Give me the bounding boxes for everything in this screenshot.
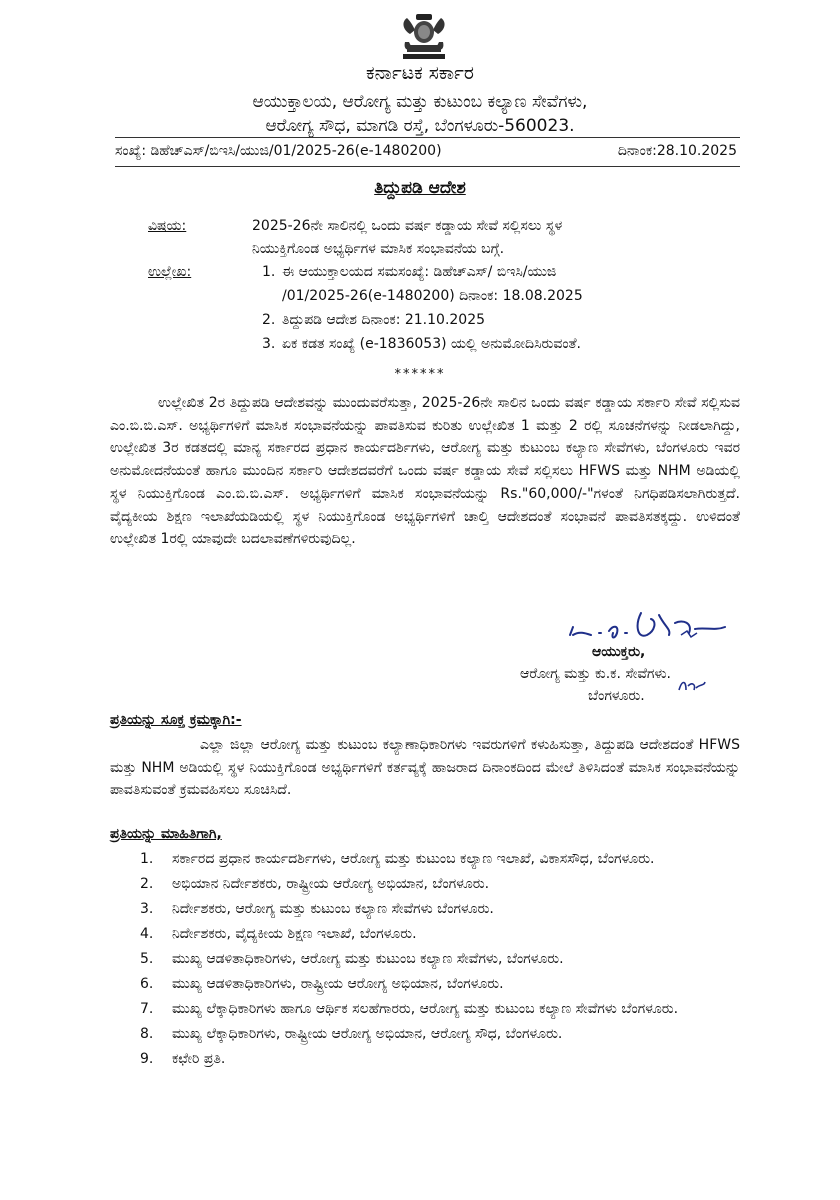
order-body-paragraph: ಉಲ್ಲೇಖಿತ 2ರ ತಿದ್ದುಪಡಿ ಆದೇಶವನ್ನು ಮುಂದುವರೆಸುತ್ತಾ, 2025-26ನೇ ಸಾಲಿನ ಒಂದು ವರ್ಷ ಕಡ್ಡಾಯ ಸರ್ಕಾರಿ ಸೇವೆ ಸಲ್ಲಿಸುವ ಎಂ.ಬಿ.ಬಿ.ಎಸ್. ಅಭ್ಯರ್ಥಿಗಳಿಗೆ ಮಾಸಿಕ ಸಂಭಾವನೆಯನ್ನು ಪಾವತಿಸುವ ಕುರಿತು ಉಲ್ಲೇಖಿತ 1 ಮತ್ತು 2 ರಲ್ಲಿ ಸೂಚನೆಗಳನ್ನು ನೀಡಲಾಗಿದ್ದು, ಉಲ್ಲೇಖಿತ 3ರ ಕಡತದಲ್ಲಿ ಮಾನ್ಯ ಸರ್ಕಾರದ ಪ್ರಧಾನ ಕಾರ್ಯದರ್ಶಿಗಳು, ಆರೋಗ್ಯ ಮತ್ತು ಕುಟುಂಬ ಕಲ್ಯಾಣ ಸೇವೆಗಳು, ಬೆಂಗಳೂರು ಇವರ ಅನುಮೋದನೆಯಂತೆ ಹಾಗೂ ಮುಂದಿನ ಸರ್ಕಾರಿ ಆದೇಶದವರೆಗೆ ಒಂದು ವರ್ಷ ಕಡ್ಡಾಯ ಸೇವೆ ಸಲ್ಲಿಸಲು HFWS ಮತ್ತು NHM ಅಡಿಯಲ್ಲಿ ಸ್ಥಳ ನಿಯುಕ್ತಿಗೊಂಡ ಎಂ.ಬಿ.ಬಿ.ಎಸ್. ಅಭ್ಯರ್ಥಿಗಳಿಗೆ ಮಾಸಿಕ ಸಂಭಾವನೆಯನ್ನು Rs."60,000/-"ಗಳಂತೆ ನಿಗಧಿಪಡಿಸಲಾಗಿರುತ್ತದೆ. ವೈದ್ಯಕೀಯ ಶಿಕ್ಷಣ ಇಲಾಖೆಯಡಿಯಲ್ಲಿ ಸ್ಥಳ ನಿಯುಕ್ತಿಗೊಂಡ ಅಭ್ಯರ್ಥಿಗಳಿಗೆ ಚಾಲ್ತಿ ಆದೇಶದಂತೆ ಸಂಭಾವನೆ ಪಾವತಿಸತಕ್ಕದ್ದು. ಉಳಿದಂತೆ ಉಲ್ಲೇಖಿತ 1ರಲ್ಲಿ ಯಾವುದೇ ಬದಲಾವಣೆಗಳಿರುವುದಿಲ್ಲ. <box>110 395 740 548</box>
reference-3-line1: ಏಕ ಕಡತ ಸಂಖ್ಯೆ (e-1836053) ಯಲ್ಲಿ ಅನುಮೋದಿಸಿರುವಂತೆ. <box>282 336 581 352</box>
signatory-designation: ಆಯುಕ್ತರು, <box>592 644 646 660</box>
list-item: 1. ಸರ್ಕಾರದ ಪ್ರಧಾನ ಕಾರ್ಯದರ್ಶಿಗಳು, ಆರೋಗ್ಯ ಮತ್ತು ಕುಟುಂಬ ಕಲ್ಯಾಣ ಇಲಾಖೆ, ವಿಕಾಸಸೌಧ, ಬೆಂಗಳೂರು. <box>140 851 655 867</box>
subject-label: ವಿಷಯ: <box>148 218 187 234</box>
reference-1-num: 1. <box>262 264 276 280</box>
reference-1-line2: /01/2025-26(e-1480200) ದಿನಾಂಕ: 18.08.2025 <box>282 288 583 304</box>
reference-number: ಸಂಖ್ಯೆ: ಡಿಹೆಚ್‌ಎಸ್/ಬಿಇಸಿ/ಯುಜಿ/01/2025-26(e-1480200) <box>115 143 442 159</box>
list-item: 7. ಮುಖ್ಯ ಲೆಕ್ಕಾಧಿಕಾರಿಗಳು ಹಾಗೂ ಆರ್ಥಿಕ ಸಲಹೆಗಾರರು, ಆರೋಗ್ಯ ಮತ್ತು ಕುಟುಂಬ ಕಲ್ಯಾಣ ಸೇವೆಗಳು ಬೆಂಗಳೂರು. <box>140 1001 679 1017</box>
list-item: 2. ಅಭಿಯಾನ ನಿರ್ದೇಶಕರು, ರಾಷ್ಟ್ರೀಯ ಆರೋಗ್ಯ ಅಭಿಯಾನ, ಬೆಂಗಳೂರು. <box>140 876 490 892</box>
list-item: 4. ನಿರ್ದೇಶಕರು, ವೈದ್ಯಕೀಯ ಶಿಕ್ಷಣ ಇಲಾಖೆ, ಬೆಂಗಳೂರು. <box>140 926 417 942</box>
reference-2-line1: ತಿದ್ದುಪಡಿ ಆದೇಶ ದಿನಾಂಕ: 21.10.2025 <box>282 312 486 328</box>
signatory-department: ಆರೋಗ್ಯ ಮತ್ತು ಕು.ಕ. ಸೇವೆಗಳು. <box>520 666 672 682</box>
list-item: 9. ಕಛೇರಿ ಪ್ರತಿ. <box>140 1051 226 1067</box>
subject-line2: ನಿಯುಕ್ತಿಗೊಂಡ ಅಭ್ಯರ್ಥಿಗಳ ಮಾಸಿಕ ಸಂಭಾವನೆಯ ಬಗ್ಗೆ. <box>252 241 505 257</box>
copy-action-text: ಎಲ್ಲಾ ಜಿಲ್ಲಾ ಆರೋಗ್ಯ ಮತ್ತು ಕುಟುಂಬ ಕಲ್ಯಾಣಾಧಿಕಾರಿಗಳು ಇವರುಗಳಿಗೆ ಕಳುಹಿಸುತ್ತಾ, ತಿದ್ದುಪಡಿ ಆದೇಶದಂತೆ HFWS ಮತ್ತು NHM ಅಡಿಯಲ್ಲಿ ಸ್ಥಳ ನಿಯುಕ್ತಿಗೊಂಡ ಅಭ್ಯರ್ಥಿಗಳಿಗೆ ಕರ್ತವ್ಯಕ್ಕೆ ಹಾಜರಾದ ದಿನಾಂಕದಿಂದ ಮೇಲೆ ತಿಳಿಸಿದಂತೆ ಮಾಸಿಕ ಸಂಭಾವನೆಯನ್ನು ಪಾವತಿಸುವಂತೆ ಕ್ರಮವಹಿಸಲು ಸೂಚಿಸಿದೆ. <box>110 737 740 799</box>
list-item: 8. ಮುಖ್ಯ ಲೆಕ್ಕಾಧಿಕಾರಿಗಳು, ರಾಷ್ಟ್ರೀಯ ಆರೋಗ್ಯ ಅಭಿಯಾನ, ಆರೋಗ್ಯ ಸೌಧ, ಬೆಂಗಳೂರು. <box>140 1026 563 1042</box>
karnataka-state-emblem-icon <box>397 12 451 62</box>
copy-action-heading: ಪ್ರತಿಯನ್ನು ಸೂಕ್ತ ಕ್ರಮಕ್ಕಾಗಿ:- <box>110 712 242 728</box>
section-separator: ****** <box>394 367 446 382</box>
order-title: ತಿದ್ದುಪಡಿ ಆದೇಶ <box>374 178 466 198</box>
signatory-city: ಬೆಂಗಳೂರು. <box>588 688 645 704</box>
office-address-line2: ಆರೋಗ್ಯ ಸೌಧ, ಮಾಗಡಿ ರಸ್ತೆ, ಬೆಂಗಳೂರು-560023. <box>265 116 575 136</box>
government-name: ಕರ್ನಾಟಕ ಸರ್ಕಾರ <box>366 62 474 84</box>
list-item: 3. ನಿರ್ದೇಶಕರು, ಆರೋಗ್ಯ ಮತ್ತು ಕುಟುಂಬ ಕಲ್ಯಾಣ ಸೇವೆಗಳು ಬೆಂಗಳೂರು. <box>140 901 494 917</box>
copy-info-list <box>140 848 740 1073</box>
copy-info-heading: ಪ್ರತಿಯನ್ನು ಮಾಹಿತಿಗಾಗಿ, <box>110 826 222 842</box>
header-divider-bottom <box>115 166 740 167</box>
list-item: 6. ಮುಖ್ಯ ಆಡಳಿತಾಧಿಕಾರಿಗಳು, ರಾಷ್ಟ್ರೀಯ ಆರೋಗ್ಯ ಅಭಿಯಾನ, ಬೆಂಗಳೂರು. <box>140 976 504 992</box>
header-divider-top <box>115 137 740 138</box>
list-item: 5. ಮುಖ್ಯ ಆಡಳಿತಾಧಿಕಾರಿಗಳು, ಆರೋಗ್ಯ ಮತ್ತು ಕುಟುಂಬ ಕಲ್ಯಾಣ ಸೇವೆಗಳು, ಬೆಂಗಳೂರು. <box>140 951 564 967</box>
order-date: ದಿನಾಂಕ:28.10.2025 <box>617 143 737 159</box>
reference-2-num: 2. <box>262 312 276 328</box>
office-name-line1: ಆಯುಕ್ತಾಲಯ, ಆರೋಗ್ಯ ಮತ್ತು ಕುಟುಂಬ ಕಲ್ಯಾಣ ಸೇವೆಗಳು, <box>252 92 588 112</box>
initials-mark <box>676 676 708 698</box>
reference-3-num: 3. <box>262 336 276 352</box>
references-label: ಉಲ್ಲೇಖ: <box>148 264 192 280</box>
reference-1-line1: ಈ ಆಯುಕ್ತಾಲಯದ ಸಮಸಂಖ್ಯೆ: ಡಿಹೆಚ್‌ಎಸ್/ ಬಿಇಸಿ/ಯುಜಿ <box>282 264 557 280</box>
subject-line1: 2025-26ನೇ ಸಾಲಿನಲ್ಲಿ ಒಂದು ವರ್ಷ ಕಡ್ಡಾಯ ಸೇವೆ ಸಲ್ಲಿಸಲು ಸ್ಥಳ <box>252 218 563 234</box>
